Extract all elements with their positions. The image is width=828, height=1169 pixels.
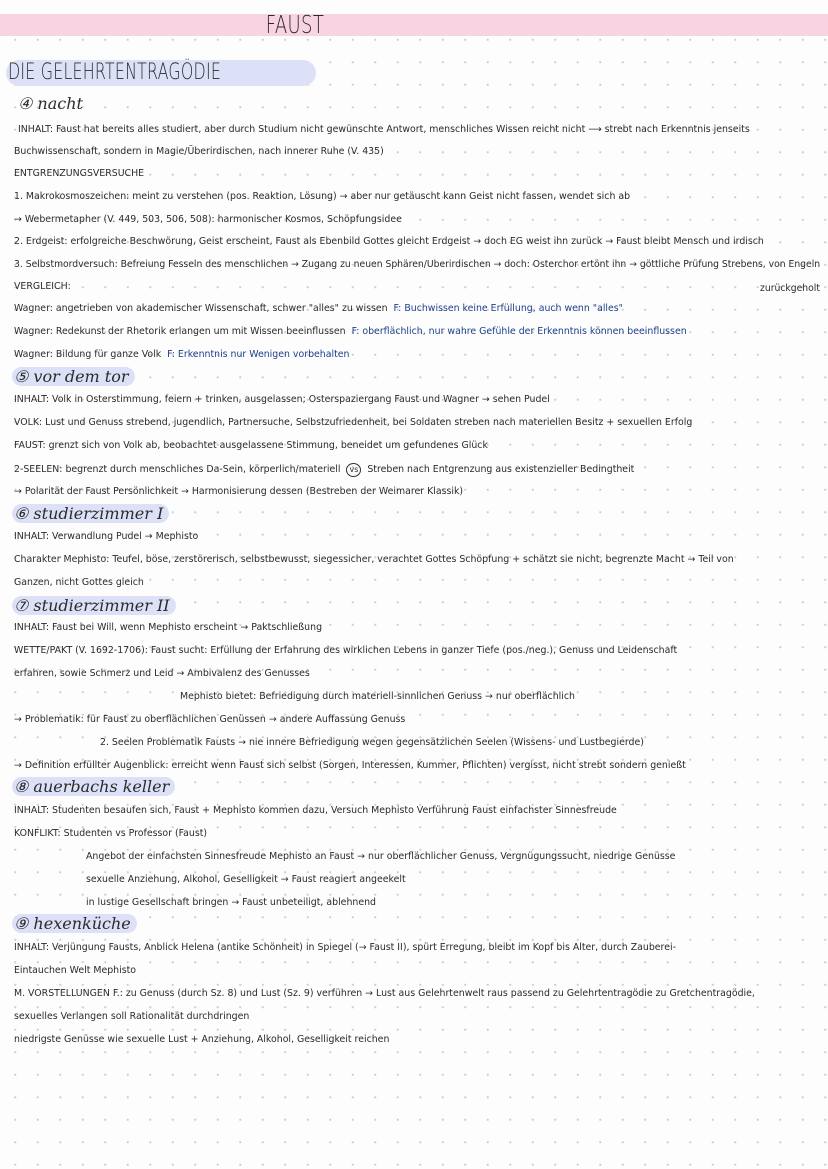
wagner-note: Wagner: angetrieben von akademischer Wissenschaft, schwer "alles" zu wissen xyxy=(14,303,388,314)
versus-circle: vs xyxy=(346,463,361,477)
section-heading-hexenkueche: ⑨ hexenküche xyxy=(12,914,137,933)
text-line: 2. Seelen Problematik Fausts → nie innere Befriedigung wegen gegensätzlichen Seelen (Wissens- und Lustbegierde) xyxy=(100,737,644,748)
text-line: zurückgeholt xyxy=(760,283,820,294)
text-line: 2. Erdgeist: erfolgreiche Beschwörung, Geist erscheint, Faust als Ebenbild Gottes gleicht Erdgeist → doch EG weist ihn zurück → Faust bleibt Mensch und irdisch xyxy=(14,236,764,247)
text-line: INHALT: Verwandlung Pudel → Mephisto xyxy=(14,531,199,542)
text-line: WETTE/PAKT (V. 1692-1706): Faust sucht: Erfüllung der Erfahrung des wirklichen Lebens in ganzer Tiefe (pos./neg.), Genuss und Leidenschaft xyxy=(14,645,678,656)
text-line: M. VORSTELLUNGEN F.: zu Genuss (durch Sz. 8) und Lust (Sz. 9) verführen → Lust aus Gelehrtenwelt raus passend zu Gelehrtentragödie zu Gretchentragödie, xyxy=(14,988,755,999)
wagner-note: Wagner: Bildung für ganze Volk xyxy=(14,349,162,360)
text-line xyxy=(14,463,634,477)
text-line: INHALT: Faust bei Will, wenn Mephisto erscheint → Paktschließung xyxy=(14,622,323,633)
text-line: Eintauchen Welt Mephisto xyxy=(14,965,137,976)
section-heading-auerbachs-keller: ⑧ auerbachs keller xyxy=(12,777,175,796)
text-line: → Webermetapher (V. 449, 503, 506, 508): harmonischer Kosmos, Schöpfungsidee xyxy=(14,214,402,225)
text-line xyxy=(14,349,349,361)
faust-note: F: oberflächlich, nur wahre Gefühle der Erkenntnis können beeinflussen xyxy=(351,326,687,337)
text-line: INHALT: Faust hat bereits alles studiert, aber durch Studium nicht gewünschte Antwort, menschliches Wissen reicht nicht ⟶ strebt nach Erkenntnis jenseits xyxy=(18,124,750,135)
text-line: → Problematik: für Faust zu oberflächlichen Genüssen → andere Auffassung Genuss xyxy=(14,714,406,725)
main-heading-text: DIE GELEHRTENTRAGÖDIE xyxy=(8,60,222,85)
text-line: Buchwissenschaft, sondern in Magie/Überirdischen, nach innerer Ruhe (V. 435) xyxy=(14,146,384,157)
text-line: ENTGRENZUNGSVERSUCHE xyxy=(14,168,145,179)
text-line: INHALT: Studenten besaufen sich, Faust + Mephisto kommen dazu, Versuch Mephisto Verführung Faust einfachster Sinnesfreude xyxy=(14,805,617,816)
text-line: INHALT: Verjüngung Fausts, Anblick Helena (antike Schönheit) in Spiegel (→ Faust II), spürt Erregung, bleibt im Kopf bis Alter, durch Zauberei- xyxy=(14,942,676,953)
text-line: erfahren, sowie Schmerz und Leid → Ambivalenz des Genusses xyxy=(14,668,310,679)
text-line: INHALT: Volk in Osterstimmung, feiern + trinken, ausgelassen; Osterspaziergang Faust und Wagner → sehen Pudel xyxy=(14,394,550,405)
text-line: → Polarität der Faust Persönlichkeit → Harmonisierung dessen (Bestreben der Weimarer Klassik) xyxy=(14,486,464,497)
text-line: → Definition erfüllter Augenblick: erreicht wenn Faust sich selbst (Sorgen, Interessen, Kummer, Pflichten) vergisst, nicht strebt sondern genießt xyxy=(14,760,686,771)
main-heading xyxy=(6,60,316,86)
text-line: VERGLEICH: xyxy=(14,281,71,292)
section-heading-vor-dem-tor: ⑤ vor dem tor xyxy=(12,367,135,386)
text-line: Ganzen, nicht Gottes gleich xyxy=(14,577,144,588)
text-line: sexuelle Anziehung, Alkohol, Geselligkeit → Faust reagiert angeekelt xyxy=(86,874,406,885)
text-line: niedrigste Genüsse wie sexuelle Lust + Anziehung, Alkohol, Geselligkeit reichen xyxy=(14,1034,390,1045)
two-souls-left: 2-SEELEN: begrenzt durch menschliches Da-Sein, körperlich/materiell xyxy=(14,464,341,475)
text-line: in lustige Gesellschaft bringen → Faust unbeteiligt, ablehnend xyxy=(86,897,376,908)
section-heading-nacht: ④ nacht xyxy=(18,94,83,113)
section-heading-studierzimmer-1: ⑥ studierzimmer I xyxy=(12,504,169,523)
two-souls-right: Streben nach Entgrenzung aus existenzieller Bedingtheit xyxy=(367,464,635,475)
text-line: sexuelles Verlangen soll Rationalität durchdringen xyxy=(14,1011,250,1022)
text-line: VOLK: Lust und Genuss strebend, jugendlich, Partnersuche, Selbstzufriedenheit, bei Soldaten streben nach materiellen Besitz + sexuellen Erfolg xyxy=(14,417,693,428)
text-line: 1. Makrokosmoszeichen: meint zu verstehen (pos. Reaktion, Lösung) → aber nur getäuscht kann Geist nicht fassen, wendet sich ab xyxy=(14,191,631,202)
text-line: Mephisto bietet: Befriedigung durch materiell-sinnlichen Genuss → nur oberflächlich xyxy=(180,691,575,702)
text-line: Angebot der einfachsten Sinnesfreude Mephisto an Faust → nur oberflächlicher Genuss, Vergnügungssucht, niedrige Genüsse xyxy=(86,851,676,862)
faust-note: F: Buchwissen keine Erfüllung, auch wenn "alles" xyxy=(393,303,623,314)
text-line: Charakter Mephisto: Teufel, böse, zerstörerisch, selbstbewusst, siegessicher, verachtet Gottes Schöpfung + schätzt sie nicht, begrenzte Macht → Teil von xyxy=(14,554,734,565)
wagner-note: Wagner: Redekunst der Rhetorik erlangen um mit Wissen beeinflussen xyxy=(14,326,346,337)
text-line xyxy=(14,303,623,315)
text-line: FAUST: grenzt sich von Volk ab, beobachtet ausgelassene Stimmung, beneidet um gefundenes Glück xyxy=(14,440,488,451)
text-line xyxy=(14,326,687,338)
page-title: FAUST xyxy=(265,10,325,39)
text-line: 3. Selbstmordversuch: Befreiung Fesseln des menschlichen → Zugang zu neuen Sphären/Überirdischen → doch: Osterchor ertönt ihn → göttliche Prüfung Strebens, von Engeln xyxy=(14,259,821,270)
text-line: KONFLIKT: Studenten vs Professor (Faust) xyxy=(14,828,208,839)
faust-note: F: Erkenntnis nur Wenigen vorbehalten xyxy=(167,349,350,360)
section-heading-studierzimmer-2: ⑦ studierzimmer II xyxy=(12,596,176,615)
